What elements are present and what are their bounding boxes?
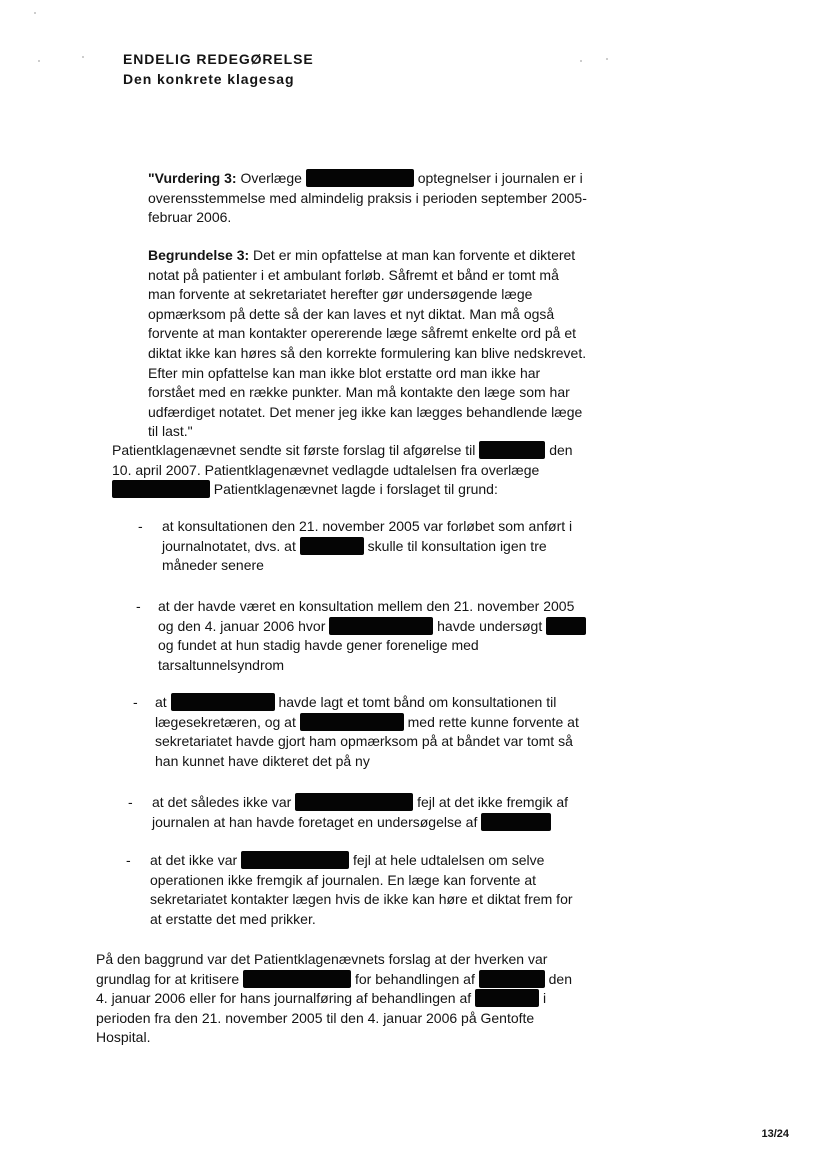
redaction-block: [295, 793, 413, 811]
bullet3-text-b: havde lagt et tomt bånd om konsultationen til lægesekretæren, og at: [155, 694, 557, 730]
para1-text-b: den 10. april 2007. Patientklagenævnet vedlagde udtalelsen fra overlæge: [112, 442, 573, 478]
list-dash: -: [128, 794, 133, 810]
para3-text-a: På den baggrund var det Patientklagenævnets forslag at der hverken var grundlag for at kritisere: [96, 951, 548, 987]
list-dash: -: [138, 518, 143, 534]
para1-text-a: Patientklagenævnet sendte sit første forslag til afgørelse til: [112, 442, 476, 458]
list-dash: -: [126, 852, 131, 868]
document-title: ENDELIG REDEGØRELSE: [123, 51, 314, 67]
quote-begrundelse: [148, 246, 588, 442]
para3-text-b: for behandlingen af: [354, 970, 475, 987]
redaction-block: [171, 693, 275, 711]
quote-vurdering: [148, 169, 588, 228]
para1-text-c: Patientklagenævnet lagde i forslaget til grund:: [213, 481, 498, 498]
redaction-block: [241, 851, 349, 869]
redaction-block: [475, 989, 539, 1007]
scan-speck: [34, 12, 36, 14]
redaction-block: [140, 480, 210, 498]
scan-speck: [82, 56, 84, 58]
redaction-block: [546, 617, 586, 635]
scan-speck: [606, 58, 608, 60]
redaction-block: [306, 169, 414, 187]
begrundelse-text: Det er min opfattelse at man kan forvente et dikteret notat på patienter i et ambulant forløb. Såfremt et bånd er tomt må man forvente at sekretariatet herefter gør undersøgende læge opmærksom på dette så der kan laves et nyt diktat. Man må også forvente at man kontakter opererende læge såfremt enkelte ord på et diktat ikke kan høres så den korrekte formulering kan blive nedskrevet. Efter min opfattelse kan man ikke blot erstatte ord man ikke har forstået med en række punkter. Man må kontakte den læge som har udfærdiget notatet. Det mener jeg ikke kan lægges behandlende læge til last.": [148, 247, 587, 440]
paragraph-konklusion: [96, 950, 586, 1048]
redaction-block: [479, 441, 545, 459]
bullet1-text-b: skulle til konsultation igen tre måneder senere: [162, 537, 547, 574]
para3-text-c: den 4. januar 2006 eller for hans journalføring af behandlingen af: [96, 970, 572, 1007]
redaction-block: [300, 713, 404, 731]
page-number: 13/24: [761, 1128, 789, 1140]
bullet1-text-a: at konsultationen den 21. november 2005 var forløbet som anført i journalnotatet, dvs. at: [162, 518, 573, 554]
bullet4-text-b: fejl at det ikke fremgik af journalen at han havde foretaget en undersøgelse af: [152, 794, 569, 830]
bullet4-text-a: at det således ikke var: [152, 794, 292, 810]
bullet5-text-a: at det ikke var: [150, 852, 238, 868]
paragraph-forslag: [112, 441, 582, 500]
redaction-block: [243, 970, 351, 988]
scan-speck: [38, 60, 40, 62]
begrundelse-label: Begrundelse 3:: [148, 247, 250, 263]
document-subtitle: Den konkrete klagesag: [123, 71, 295, 87]
vurdering-text-after: optegnelser i journalen er i overensstemmelse med almindelig praksis i perioden september 2005-februar 2006.: [148, 170, 587, 226]
bullet5-text-b: fejl at hele udtalelsen om selve operationen ikke fremgik af journalen. En læge kan forvente at sekretariatet kontakter lægen hvis de ikke kan høre et diktat frem for at erstatte det med prikker.: [150, 852, 573, 927]
list-dash: -: [136, 598, 141, 614]
para3-text-d: i perioden fra den 21. november 2005 til den 4. januar 2006 på Gentofte Hospital.: [96, 990, 547, 1046]
redaction-block: [329, 617, 433, 635]
bullet2-text-c: og fundet at hun stadig havde gener forenelige med tarsaltunnelsyndrom: [158, 637, 479, 673]
vurdering-label: "Vurdering 3:: [148, 170, 237, 186]
list-dash: -: [133, 694, 138, 710]
bullet3-text-c: med rette kunne forvente at sekretariatet havde gjort ham opmærksom på at båndet var tomt så han kunnet have dikteret det på ny: [155, 713, 579, 769]
redaction-block: [481, 813, 551, 831]
bullet3-text-a: at: [155, 694, 167, 710]
redaction-block: [479, 970, 545, 988]
vurdering-text-before: Overlæge: [240, 170, 302, 186]
scan-speck: [580, 60, 582, 62]
bullet2-text-a: at der havde været en konsultation mellem den 21. november 2005 og den 4. januar 2006 hvor: [158, 598, 575, 634]
redaction-block: [300, 537, 364, 555]
bullet2-text-b: havde undersøgt: [437, 617, 543, 634]
